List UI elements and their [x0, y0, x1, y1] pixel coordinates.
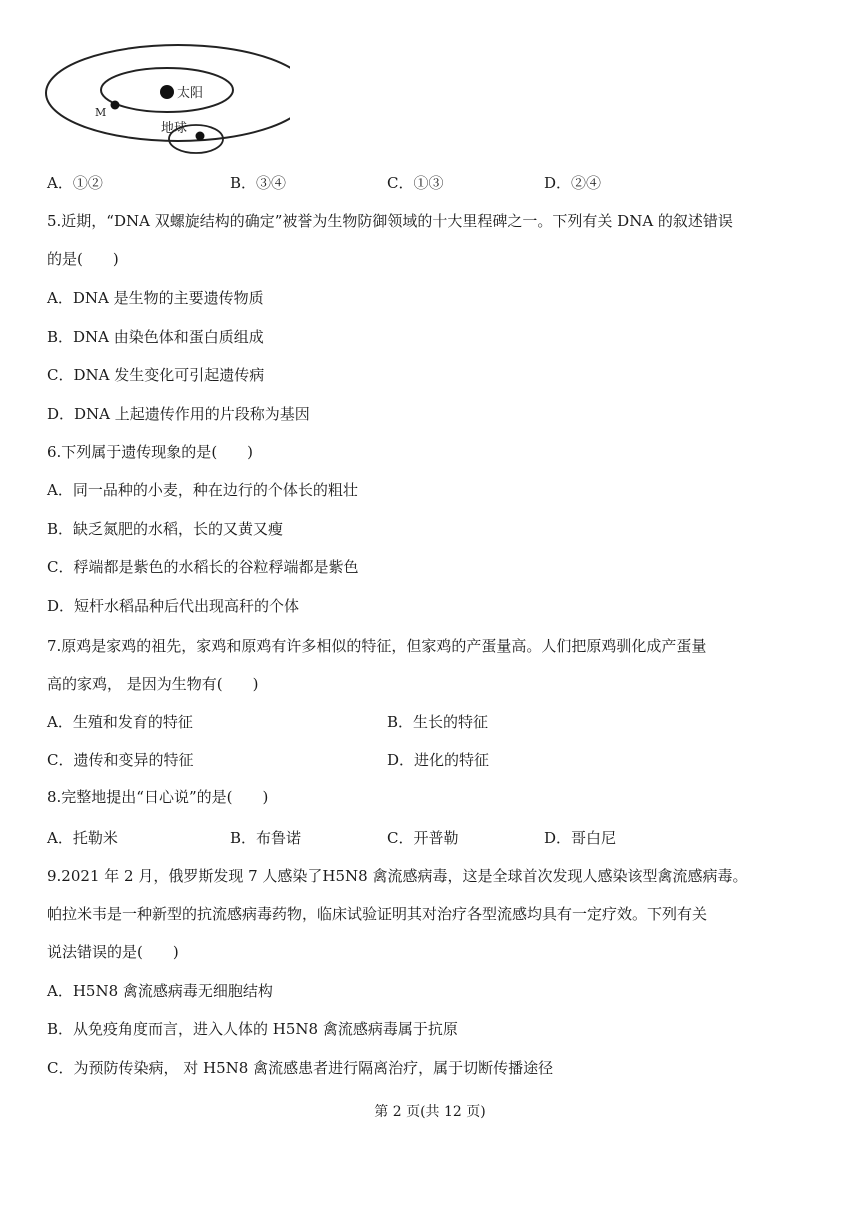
- earth-label: 地球: [161, 121, 188, 136]
- q4-option-a: A．①②: [47, 174, 103, 192]
- q8-option-a: A．托勒米: [47, 829, 118, 847]
- q5-option-a: A．DNA 是生物的主要遗传物质: [47, 289, 264, 307]
- q7-stem-line-2: 高的家鸡， 是因为生物有( ): [47, 675, 259, 693]
- page-footer: 第 2 页(共 12 页): [374, 1104, 486, 1120]
- q6-stem: 6.下列属于遗传现象的是( ): [47, 443, 254, 461]
- earth-dot: [196, 132, 205, 141]
- sun-label: 太阳: [177, 86, 204, 101]
- q4-option-d: D．②④: [544, 174, 602, 192]
- q8-option-d: D．哥白尼: [544, 829, 617, 847]
- q8-stem: 8.完整地提出“日心说”的是( ): [47, 788, 269, 806]
- q8-option-b: B．布鲁诺: [230, 829, 302, 847]
- q4-option-c: C．①③: [387, 174, 444, 192]
- q9-stem-line-2: 帕拉米韦是一种新型的抗流感病毒药物，临床试验证明其对治疗各型流感均具有一定疗效。下列有关: [47, 905, 708, 923]
- q7-option-c: C．遗传和变异的特征: [47, 751, 194, 769]
- q9-option-a: A．H5N8 禽流感病毒无细胞结构: [47, 982, 273, 1000]
- q7-option-d: D．进化的特征: [387, 751, 490, 769]
- q5-option-d: D．DNA 上起遗传作用的片段称为基因: [47, 405, 310, 423]
- q9-stem-line-1: 9.2021 年 2 月，俄罗斯发现 7 人感染了H5N8 禽流感病毒，这是全球首次发现人感染该型禽流感病毒。: [47, 867, 748, 885]
- m-point: [111, 101, 120, 110]
- q5-stem-line-2: 的是( ): [47, 250, 119, 268]
- q7-option-b: B．生长的特征: [387, 713, 489, 731]
- q5-option-c: C．DNA 发生变化可引起遗传病: [47, 366, 265, 384]
- m-label: M: [95, 106, 107, 119]
- q6-option-d: D．短杆水稻品种后代出现高秆的个体: [47, 597, 300, 615]
- q6-option-c: C．稃端都是紫色的水稻长的谷粒稃端都是紫色: [47, 558, 359, 576]
- q6-option-b: B．缺乏氮肥的水稻，长的又黄又瘦: [47, 520, 284, 538]
- q4-option-b: B．③④: [230, 174, 287, 192]
- q5-stem-line-1: 5.近期，“DNA 双螺旋结构的确定”被誉为生物防御领域的十大里程碑之一。下列有关 DNA 的叙述错误: [47, 212, 733, 230]
- q7-stem-line-1: 7.原鸡是家鸡的祖先，家鸡和原鸡有许多相似的特征，但家鸡的产蛋量高。人们把原鸡驯化成产蛋量: [47, 637, 707, 655]
- q5-option-b: B．DNA 由染色体和蛋白质组成: [47, 328, 264, 346]
- q7-option-a: A．生殖和发育的特征: [47, 713, 193, 731]
- q8-option-c: C．开普勒: [387, 829, 459, 847]
- sun-dot: [160, 85, 174, 99]
- orbit-diagram: [40, 8, 290, 158]
- q9-stem-line-3: 说法错误的是( ): [47, 943, 179, 961]
- q9-option-c: C．为预防传染病， 对 H5N8 禽流感患者进行隔离治疗，属于切断传播途径: [47, 1059, 554, 1077]
- q9-option-b: B．从免疫角度而言，进入人体的 H5N8 禽流感病毒属于抗原: [47, 1020, 458, 1038]
- q6-option-a: A．同一品种的小麦，种在边行的个体长的粗壮: [47, 481, 358, 499]
